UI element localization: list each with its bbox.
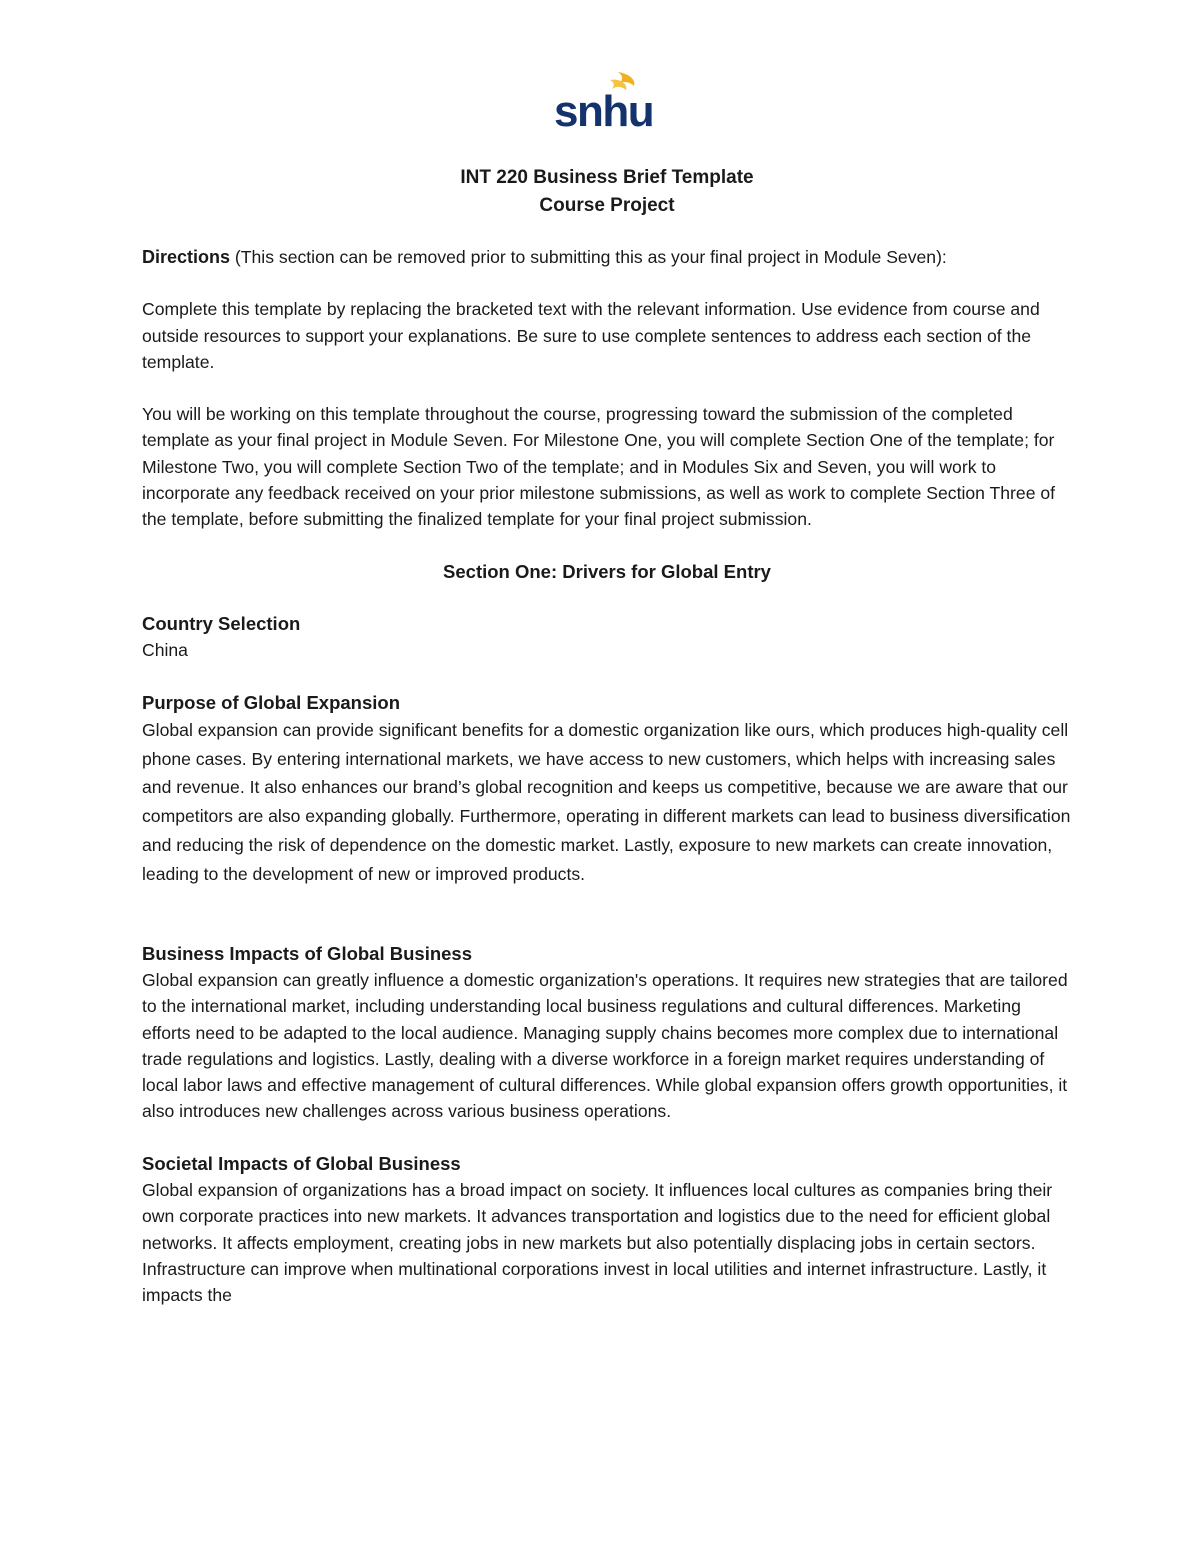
directions-paragraph-2: You will be working on this template throughout the course, progressing toward the submission of the completed template as your final project in Module Seven. For Milestone One, you will complete Section One of the template; for Milestone Two, you will complete Section Two of the template; and in Modules Six and Seven, you will work to incorporate any feedback received on your prior milestone submissions, as well as work to complete Section Three of the template, before submitting the finalized template for your final project submission. <box>142 404 1056 530</box>
directions-note: (This section can be removed prior to submitting this as your final project in Module Seven): <box>230 247 947 267</box>
country-selection-heading: Country Selection <box>142 612 301 634</box>
page-subtitle: Course Project <box>539 195 675 216</box>
directions-paragraph-1: Complete this template by replacing the bracketed text with the relevant information. Use evidence from course and outside resources to support your explanations. Be sure to use complete sentences to address each section of the template. <box>142 299 1040 372</box>
document-page <box>142 70 1072 1309</box>
societal-impacts-body: Global expansion of organizations has a broad impact on society. It influences local cultures as companies bring their own corporate practices into new markets. It advances transportation and logistics due to the need for efficient global networks. It affects employment, creating jobs in new markets but also potentially displacing jobs in certain sectors. Infrastructure can improve when multinational corporations invest in local utilities and internet infrastructure. Lastly, it impacts the <box>142 1180 1053 1306</box>
country-selection-body: China <box>142 640 188 661</box>
business-impacts-body: Global expansion can greatly influence a domestic organization's operations. It requires new strategies that are tailored to the international market, including understanding local business regulations and cultural differences. Marketing efforts need to be adapted to the local audience. Managing supply chains becomes more complex due to international trade regulations and logistics. Lastly, dealing with a diverse workforce in a foreign market requires understanding of local labor laws and effective management of cultural differences. While global expansion offers growth opportunities, it also introduces new challenges across various business operations. <box>142 969 1068 1122</box>
directions-line <box>142 244 1072 270</box>
snhu-logo <box>142 70 1072 138</box>
societal-impacts-heading: Societal Impacts of Global Business <box>142 1152 461 1174</box>
logo-text: snhu <box>554 87 654 136</box>
section-one-heading: Section One: Drivers for Global Entry <box>443 560 771 582</box>
business-impacts-heading: Business Impacts of Global Business <box>142 942 473 964</box>
purpose-heading: Purpose of Global Expansion <box>142 691 401 713</box>
title-block <box>142 164 1072 220</box>
purpose-body: Global expansion can provide significant benefits for a domestic organization like ours, which produces high-quality cell phone cases. By entering international markets, we have access to new customers, which helps with increasing sales and revenue. It also enhances our brand’s global recognition and keeps us competitive, because we are aware that our competitors are also expanding globally. Furthermore, operating in different markets can lead to business diversification and reducing the risk of dependence on the domestic market. Lastly, exposure to new markets can create innovation, leading to the development of new or improved products. <box>142 719 1071 884</box>
page-title: INT 220 Business Brief Template <box>460 167 754 188</box>
directions-label: Directions <box>142 247 231 267</box>
